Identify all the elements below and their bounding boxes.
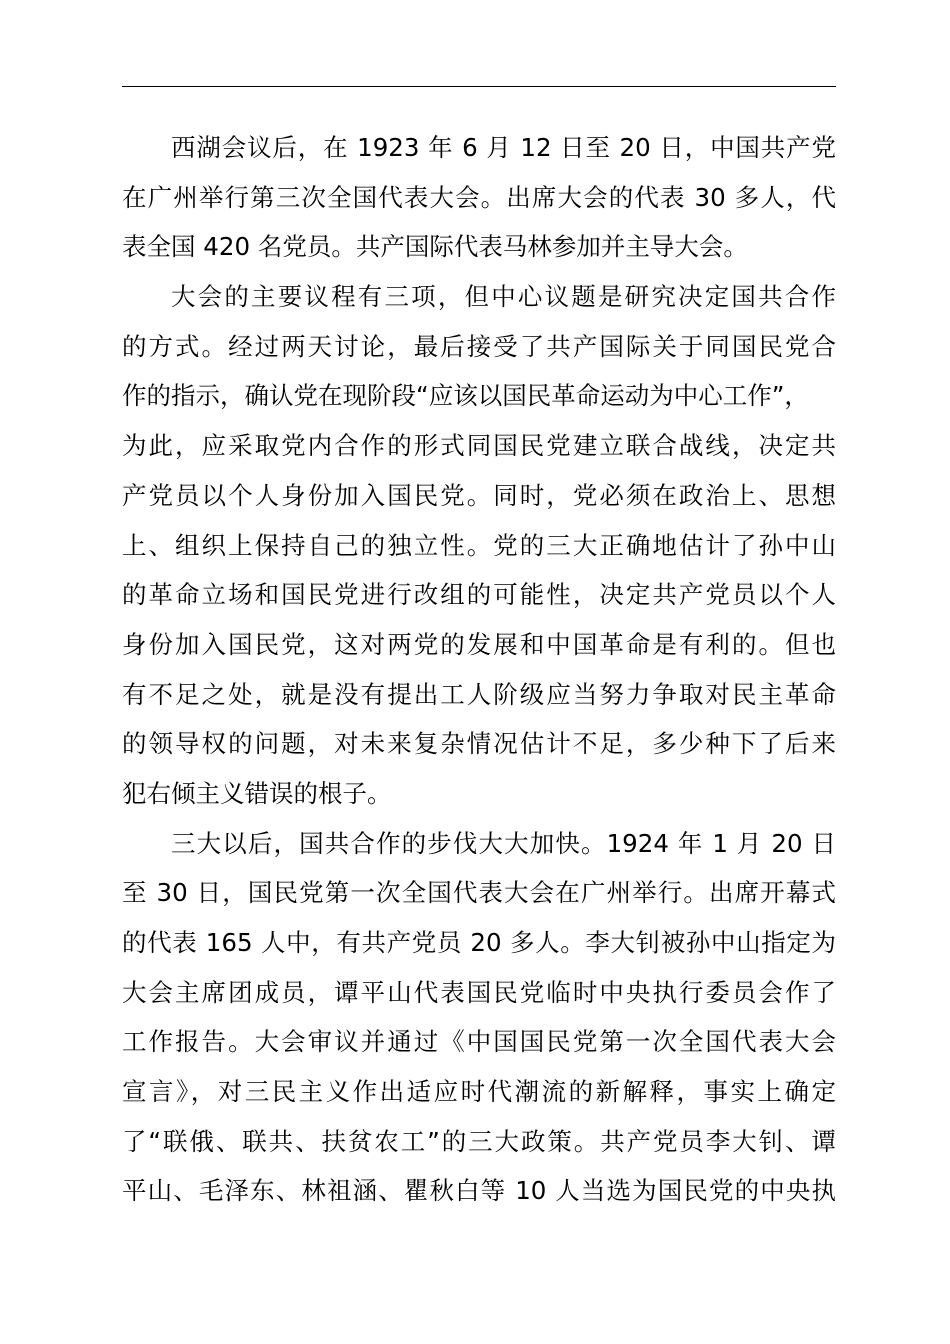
paragraph-3 [122,819,836,1217]
text-line: 有不足之处，就是没有提出工人阶级应当努力争取对民主革命 [122,679,836,709]
text-line: 的方式。经过两天讨论，最后接受了共产国际关于同国民党合 [122,331,836,361]
text-line: 的代表 165 人中，有共产党员 20 多人。李大钊被孙中山指定为 [122,928,836,957]
text-line: 了“联俄、联共、扶贫农工”的三大政策。共产党员李大钊、谭 [122,1126,836,1156]
header-rule [122,86,836,87]
text-line: 作的指示，确认党在现阶段“应该以国民革命运动为中心工作”， [122,381,809,411]
text-line: 工作报告。大会审议并通过《中国国民党第一次全国代表大会 [122,1027,836,1057]
text-line: 宣言》，对三民主义作出适应时代潮流的新解释，事实上确定 [122,1077,836,1107]
text-line: 大会主席团成员，谭平山代表国民党临时中央执行委员会作了 [122,977,836,1007]
text-line: 的领导权的问题，对未来复杂情况估计不足，多少种下了后来 [122,729,836,759]
document-body [122,123,836,1216]
text-line: 在广州举行第三次全国代表大会。出席大会的代表 30 多人，代 [122,182,836,212]
text-line: 上、组织上保持自己的独立性。党的三大正确地估计了孙中山 [122,530,836,560]
text-line: 犯右倾主义错误的根子。 [122,778,392,808]
text-line: 至 30 日，国民党第一次全国代表大会在广州举行。出席开幕式 [122,878,836,908]
text-line: 身份加入国民党，这对两党的发展和中国革命是有利的。但也 [122,629,836,659]
paragraph-2 [122,272,836,819]
text-line: 产党员以个人身份加入国民党。同时，党必须在政治上、思想 [122,480,836,510]
text-line: 三大以后，国共合作的步伐大大加快。1924 年 1 月 20 日 [171,828,836,858]
paragraph-1 [122,123,836,272]
text-line: 大会的主要议程有三项，但中心议题是研究决定国共合作 [171,282,836,312]
text-line: 的革命立场和国民党进行改组的可能性，决定共产党员以个人 [122,580,836,610]
text-line: 为此，应采取党内合作的形式同国民党建立联合战线，决定共 [122,431,836,461]
text-line: 西湖会议后，在 1923 年 6 月 12 日至 20 日，中国共产党 [171,133,836,162]
text-line: 表全国 420 名党员。共产国际代表马林参加并主导大会。 [122,232,748,262]
text-line: 平山、毛泽东、林祖涵、瞿秋白等 10 人当选为国民党的中央执 [122,1176,836,1206]
